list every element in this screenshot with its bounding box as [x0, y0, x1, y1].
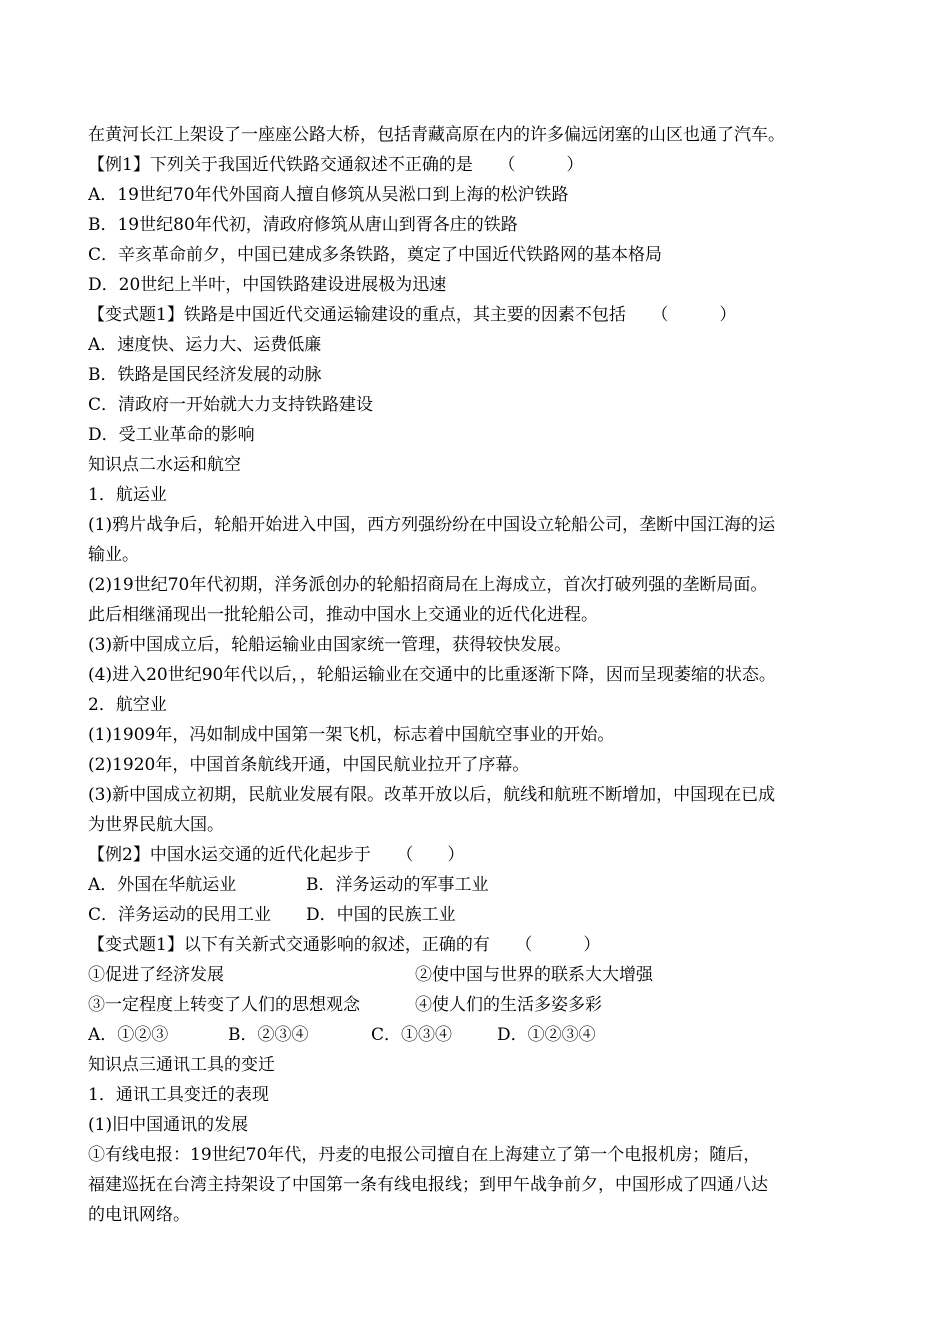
answer-option-a: A．①②③ — [88, 1025, 169, 1045]
statements-row-1 — [88, 964, 878, 988]
section-heading: 知识点三通讯工具的变迁 — [88, 1055, 275, 1075]
section-heading: 知识点二水运和航空 — [88, 455, 241, 475]
example-2-question: 【例2】中国水运交通的近代化起步于 （ ） — [88, 845, 465, 865]
variant-2-question: 【变式题1】以下有关新式交通影响的叙述，正确的有 （ ） — [88, 935, 601, 955]
example-2-options-row-2 — [88, 904, 878, 928]
variant-1-option-c: C．清政府一开始就大力支持铁路建设 — [88, 395, 374, 415]
text-line: 此后相继涌现出一批轮船公司，推动中国水上交通业的近代化进程。 — [88, 605, 598, 625]
example-1-option-c: C．辛亥革命前夕，中国已建成多条铁路，奠定了中国近代铁路网的基本格局 — [88, 245, 663, 265]
text-line: 在黄河长江上架设了一座座公路大桥，包括青藏高原在内的许多偏远闭塞的山区也通了汽车。 — [88, 125, 785, 145]
text-line: 为世界民航大国。 — [88, 815, 224, 835]
variant-1-question: 【变式题1】铁路是中国近代交通运输建设的重点，其主要的因素不包括 （ ） — [88, 305, 737, 325]
example-1-question: 【例1】下列关于我国近代铁路交通叙述不正确的是 （ ） — [88, 155, 584, 175]
text-line: (1)旧中国通讯的发展 — [88, 1115, 249, 1135]
text-line: 的电讯网络。 — [88, 1205, 190, 1225]
answer-option-d: D．①②③④ — [497, 1025, 596, 1045]
subsection-heading: 2．航空业 — [88, 695, 167, 715]
example-2-option-b: B．洋务运动的军事工业 — [306, 875, 489, 895]
statement-2: ②使中国与世界的联系大大增强 — [415, 965, 653, 985]
text-line: 输业。 — [88, 545, 139, 565]
text-line: ①有线电报：19世纪70年代，丹麦的电报公司擅自在上海建立了第一个电报机房；随后， — [88, 1145, 761, 1165]
answer-options-row — [88, 1024, 878, 1048]
variant-1-option-a: A．速度快、运力大、运费低廉 — [88, 335, 322, 355]
example-2-option-d: D．中国的民族工业 — [306, 905, 456, 925]
example-1-option-a: A．19世纪70年代外国商人擅自修筑从吴淞口到上海的松沪铁路 — [88, 185, 569, 205]
text-line: (3)新中国成立后，轮船运输业由国家统一管理，获得较快发展。 — [88, 635, 572, 655]
example-1-option-d: D．20世纪上半叶，中国铁路建设进展极为迅速 — [88, 275, 447, 295]
statement-4: ④使人们的生活多姿多彩 — [415, 995, 602, 1015]
text-line: (2)1920年，中国首条航线开通，中国民航业拉开了序幕。 — [88, 755, 530, 775]
variant-1-option-b: B．铁路是国民经济发展的动脉 — [88, 365, 322, 385]
text-line: (3)新中国成立初期，民航业发展有限。改革开放以后，航线和航班不断增加，中国现在已成 — [88, 785, 776, 805]
statement-1: ①促进了经济发展 — [88, 965, 224, 985]
variant-1-option-d: D．受工业革命的影响 — [88, 425, 255, 445]
text-line: 福建巡抚在台湾主持架设了中国第一条有线电报线；到甲午战争前夕，中国形成了四通八达 — [88, 1175, 768, 1195]
example-2-option-a: A．外国在华航运业 — [88, 875, 237, 895]
statement-3: ③一定程度上转变了人们的思想观念 — [88, 995, 360, 1015]
answer-option-c: C．①③④ — [371, 1025, 453, 1045]
statements-row-2 — [88, 994, 878, 1018]
text-line: (4)进入20世纪90年代以后，，轮船运输业在交通中的比重逐渐下降，因而呈现萎缩的状态。 — [88, 665, 776, 685]
subsection-heading: 1．通讯工具变迁的表现 — [88, 1085, 269, 1105]
text-line: (1)1909年，冯如制成中国第一架飞机，标志着中国航空事业的开始。 — [88, 725, 615, 745]
example-2-option-c: C．洋务运动的民用工业 — [88, 905, 272, 925]
answer-option-b: B．②③④ — [228, 1025, 309, 1045]
text-line: (2)19世纪70年代初期，洋务派创办的轮船招商局在上海成立，首次打破列强的垄断局面。 — [88, 575, 768, 595]
subsection-heading: 1．航运业 — [88, 485, 167, 505]
text-line: (1)鸦片战争后，轮船开始进入中国，西方列强纷纷在中国设立轮船公司，垄断中国江海的运 — [88, 515, 776, 535]
example-2-options-row-1 — [88, 874, 878, 898]
example-1-option-b: B．19世纪80年代初，清政府修筑从唐山到胥各庄的铁路 — [88, 215, 518, 235]
